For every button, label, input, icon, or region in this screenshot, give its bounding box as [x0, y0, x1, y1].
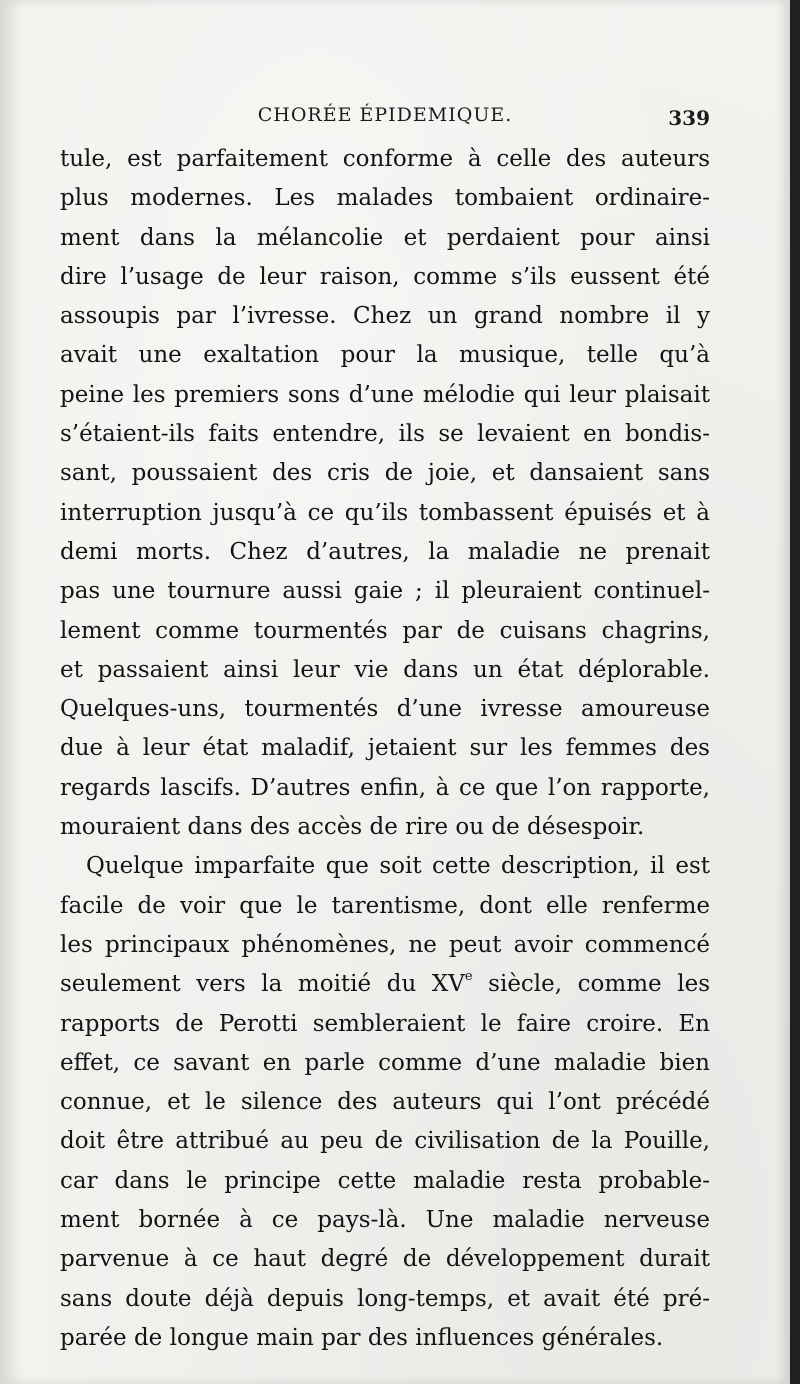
text-line: ment dans la mélancolie et perdaient pour ainsi	[60, 224, 710, 251]
text-line: plus modernes. Les malades tombaient ordinaire-	[60, 185, 710, 212]
text-line: s’étaient-ils faits entendre, ils se levaient en bondis-	[60, 421, 710, 448]
text-line: dire l’usage de leur raison, comme s’ils eussent été	[60, 263, 710, 290]
text-line-with-century	[60, 965, 710, 1004]
text-line: avait une exaltation pour la musique, telle qu’à	[60, 342, 710, 369]
page-header	[60, 100, 710, 140]
text-line-tail: siècle, comme les	[472, 971, 710, 998]
text-line: parée de longue main par des influences générales.	[60, 1324, 664, 1351]
text-line: rapports de Perotti sembleraient le faire croire. En	[60, 1010, 710, 1037]
text-line: sans doute déjà depuis long-temps, et avait été pré-	[60, 1285, 710, 1312]
text-line: pas une tournure aussi gaie ; il pleuraient continuel-	[60, 578, 710, 605]
text-line-head: seulement vers la moitié du	[60, 971, 432, 998]
page-gutter-shadow	[0, 0, 22, 1384]
text-line: connue, et le silence des auteurs qui l’ont précédé	[60, 1089, 710, 1116]
text-line: mouraient dans des accès de rire ou de désespoir.	[60, 814, 645, 841]
body-text	[60, 140, 710, 1358]
page-number: 339	[668, 106, 710, 130]
running-title: CHORÉE ÉPIDEMIQUE.	[257, 104, 513, 126]
text-line: car dans le principe cette maladie resta probable-	[60, 1167, 710, 1194]
century-suffix: e	[464, 968, 473, 984]
text-line: effet, ce savant en parle comme d’une maladie bien	[60, 1049, 710, 1076]
text-line: doit être attribué au peu de civilisation de la Pouille,	[60, 1128, 710, 1155]
text-line: interruption jusqu’à ce qu’ils tombassent épuisés et à	[60, 499, 710, 526]
text-line: tule, est parfaitement conforme à celle des auteurs	[60, 146, 710, 172]
paragraph-1	[60, 140, 710, 847]
text-line: demi morts. Chez d’autres, la maladie ne prenait	[60, 538, 710, 565]
text-line: peine les premiers sons d’une mélodie qui leur plaisait	[60, 381, 710, 408]
text-line: les principaux phénomènes, ne peut avoir commencé	[60, 931, 710, 958]
paragraph-2	[60, 847, 710, 1358]
scan-border	[790, 0, 800, 1384]
text-line: parvenue à ce haut degré de développement durait	[60, 1246, 710, 1273]
text-line: assoupis par l’ivresse. Chez un grand nombre il y	[60, 303, 710, 330]
text-line: Quelques-uns, tourmentés d’une ivresse amoureuse	[60, 696, 710, 723]
century-numeral: XV	[431, 971, 465, 998]
text-line: lement comme tourmentés par de cuisans chagrins,	[60, 617, 710, 644]
text-line: due à leur état maladif, jetaient sur les femmes des	[60, 735, 710, 762]
text-line: facile de voir que le tarentisme, dont elle renferme	[60, 892, 710, 919]
text-line: regards lascifs. D’autres enfin, à ce que l’on rapporte,	[60, 774, 710, 801]
text-line: ment bornée à ce pays-là. Une maladie nerveuse	[60, 1207, 710, 1234]
text-line: et passaient ainsi leur vie dans un état déplorable.	[60, 656, 710, 683]
text-line: Quelque imparfaite que soit cette description, il est	[86, 853, 710, 880]
text-line: sant, poussaient des cris de joie, et dansaient sans	[60, 460, 710, 487]
